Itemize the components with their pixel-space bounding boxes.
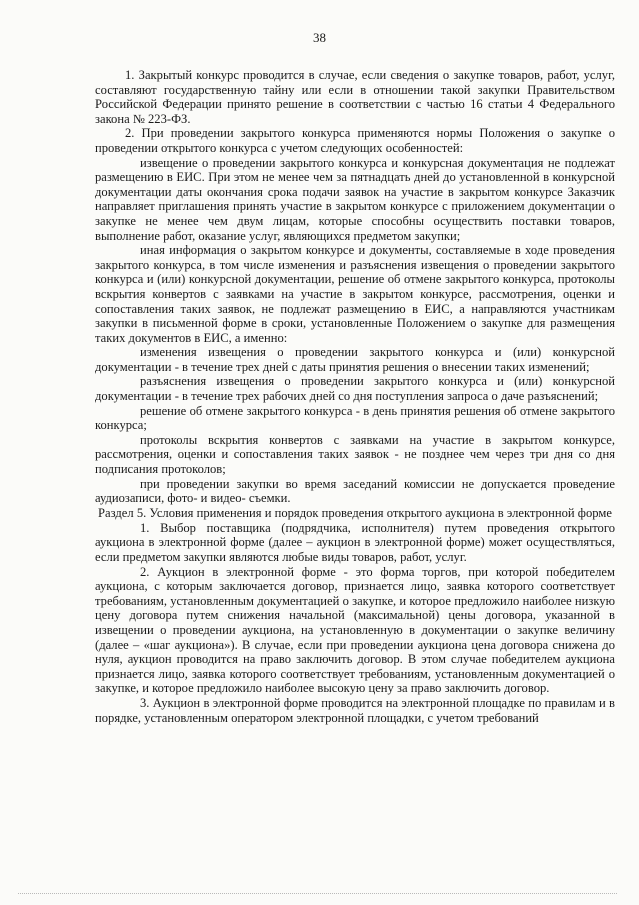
page-bottom-rule — [18, 893, 617, 894]
document-body — [95, 68, 615, 725]
list-item-other-info: иная информация о закрытом конкурсе и документы, составляемые в ходе проведения закрытого конкурса, в том числе изменения и разъяснения извещения о проведении закрытого конкурса и (или) конкурсной документации, решение об отмене закрытого конкурса, протоколы вскрытия конвертов с заявками на участие в закрытом конкурсе, рассмотрения, оценки и сопоставления таких заявок, не подлежат размещению в ЕИС, а направляются участникам закупки в письменной форме в сроки, установленные Положением о закупке для размещения таких документов в ЕИС, а именно: — [95, 243, 615, 345]
list-item-notice-changes: изменения извещения о проведении закрытого конкурса и (или) конкурсной документации - в течение трех дней с даты принятия решения о внесении таких изменений; — [95, 345, 615, 374]
section-title: Раздел 5. Условия применения и порядок проведения открытого аукциона в электронной форме — [98, 505, 612, 520]
paragraph-auction-platform: 3. Аукцион в электронной форме проводится на электронной площадке по правилам и в порядке, установленным оператором электронной площадки, с учетом требований — [95, 695, 615, 725]
paragraph-closed-tender-case: 1. Закрытый конкурс проводится в случае, если сведения о закупке товаров, работ, услуг, составляют государственную тайну или если в отношении такой закупки Правительством Российской Федерации принято решение в соответствии с частью 16 статьи 4 Федерального закона № 223-ФЗ. — [95, 68, 615, 126]
list-item-protocols: протоколы вскрытия конвертов с заявками на участие в закрытом конкурсе, рассмотрения, оценки и сопоставления таких заявок - не позднее чем через три дня со дня подписания протоколов; — [95, 432, 615, 477]
paragraph-auction-choice: 1. Выбор поставщика (подрядчика, исполнителя) путем проведения открытого аукциона в электронной форме (далее – аукцион в электронной форме) может осуществляться, если предметом закупки являются любые виды товаров, работ, услуг. — [95, 520, 615, 564]
list-item-clarifications: разъяснения извещения о проведении закрытого конкурса и (или) конкурсной документации - в течение трех рабочих дней со дня поступления запроса о даче разъяснений; — [95, 374, 615, 404]
list-item-notice-not-published: извещение о проведении закрытого конкурса и конкурсная документация не подлежат размещению в ЕИС. При этом не менее чем за пятнадцать дней до установленной в конкурсной документации даты окончания срока подачи заявок на участие в закрытом конкурсе Заказчик направляет приглашения принять участие в закрытом конкурсе с приложением документации о закупке не менее чем двум лицам, которые способны осуществить поставки товаров, выполнение работ, оказание услуг, являющихся предметом закупки; — [95, 155, 615, 243]
paragraph-closed-tender-rules: 2. При проведении закрытого конкурса применяются нормы Положения о закупке о проведении открытого конкурса с учетом следующих особенностей: — [95, 126, 615, 155]
page-number: 38 — [313, 30, 326, 45]
list-item-cancellation: решение об отмене закрытого конкурса - в день принятия решения об отмене закрытого конкурса; — [95, 403, 615, 433]
paragraph-auction-definition: 2. Аукцион в электронной форме - это форма торгов, при которой победителем аукциона, с которым заключается договор, признается лицо, заявка которого соответствует требованиям, установленным документацией о закупке, и которое предложило наиболее низкую цену договора путем снижения начальной (максимальной) цены договора, указанной в извещении о проведении аукциона, на установленную в документации о закупке величину (далее – «шаг аукциона»). В случае, если при проведении аукциона цена договора снижена до нуля, аукцион проводится на право заключить договор. В этом случае победителем аукциона признается лицо, заявка которого соответствует требованиям, установленным документацией о закупке, и которое предложило наиболее высокую цену за право заключить договор. — [95, 564, 615, 696]
list-item-no-recording: при проведении закупки во время заседаний комиссии не допускается проведение аудиозаписи, фото- и видео- съемки. — [95, 476, 615, 506]
